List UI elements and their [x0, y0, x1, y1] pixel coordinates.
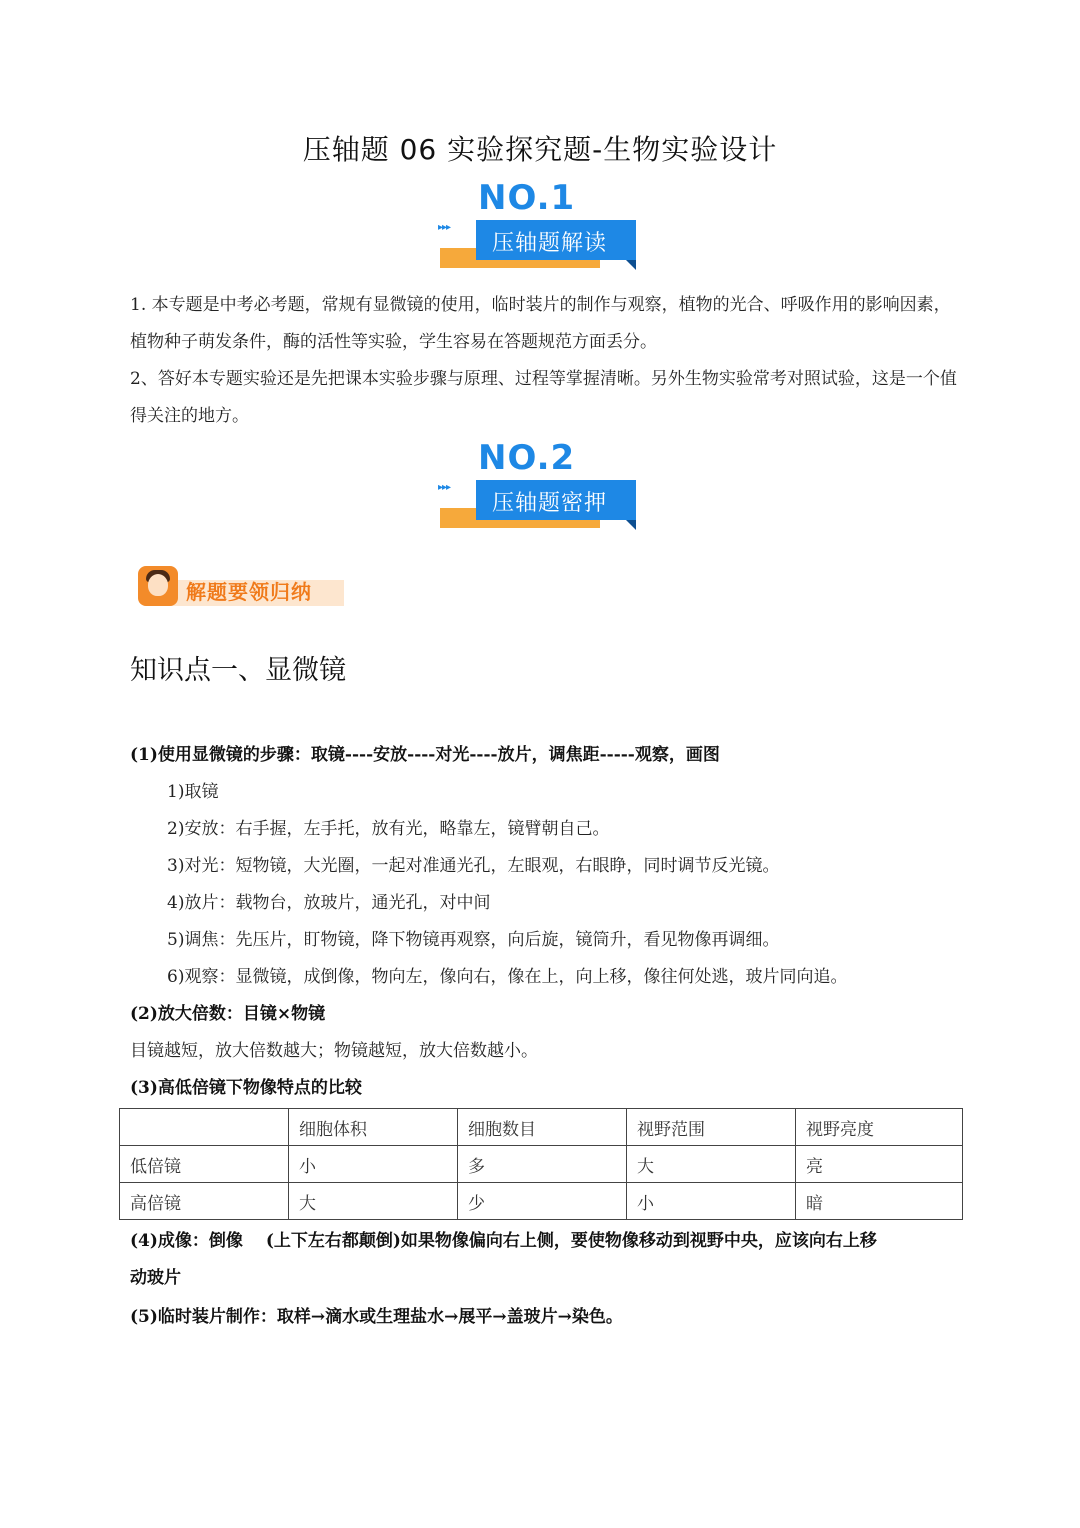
step-item: 3)对光：短物镜，大光圈，一起对准通光孔，左眼观，右眼睁，同时调节反光镜。: [167, 856, 780, 876]
tip-header: [138, 566, 348, 608]
table-cell: 高倍镜: [120, 1183, 289, 1220]
step-item: 4)放片：载物台，放玻片，通光孔，对中间: [167, 893, 491, 913]
table-cell: 低倍镜: [120, 1146, 289, 1183]
arrow-icon: ▸▸▸: [438, 222, 451, 233]
slide-prep-heading: (5)临时装片制作：取样→滴水或生理盐水→展平→盖玻片→染色。: [130, 1307, 623, 1327]
table-cell: 亮: [796, 1146, 963, 1183]
table-row: [120, 1146, 963, 1183]
table-cell: 大: [289, 1183, 458, 1220]
badge-label: 压轴题解读: [492, 231, 608, 256]
table-cell: 暗: [796, 1183, 963, 1220]
section-badge-1: [436, 178, 646, 278]
table-cell: 少: [458, 1183, 627, 1220]
step-item: 5)调焦：先压片，盯物镜，降下物镜再观察，向后旋，镜筒升，看见物像再调细。: [167, 930, 780, 950]
magnification-heading: (2)放大倍数：目镜×物镜: [130, 1004, 326, 1024]
imaging-text-continued: 动玻片: [130, 1268, 181, 1288]
step-item: 2)安放：右手握，左手托，放有光，略靠左，镜臂朝自己。: [167, 819, 610, 839]
comparison-table: [119, 1108, 963, 1220]
section-badge-2: [436, 438, 646, 538]
table-header-row: [120, 1109, 963, 1146]
intro-paragraph-2: 2、答好本专题实验还是先把课本实验步骤与原理、过程等掌握清晰。另外生物实验常考对照试验，这是一个值得关注的地方。: [130, 369, 957, 426]
table-cell: 小: [289, 1146, 458, 1183]
table-header-cell: 视野亮度: [796, 1109, 963, 1146]
steps-heading: (1)使用显微镜的步骤：取镜----安放----对光----放片，调焦距-----观察，画图: [130, 745, 720, 765]
comparison-heading: (3)高低倍镜下物像特点的比较: [130, 1078, 362, 1098]
teacher-avatar-icon: [138, 566, 178, 606]
table-cell: 多: [458, 1146, 627, 1183]
badge-number: NO.2: [478, 438, 576, 478]
arrow-icon: ▸▸▸: [438, 482, 451, 493]
badge-label: 压轴题密押: [492, 491, 608, 516]
section-title: 知识点一、显微镜: [130, 655, 346, 686]
table-row: [120, 1183, 963, 1220]
step-item: 6)观察：显微镜，成倒像，物向左，像向右，像在上，向上移，像往何处逃，玻片同向追。: [167, 967, 848, 987]
page-title: 压轴题 06 实验探究题-生物实验设计: [302, 133, 778, 166]
table-header-cell: 细胞体积: [289, 1109, 458, 1146]
step-item: 1)取镜: [167, 782, 219, 802]
tip-header-label: 解题要领归纳: [186, 580, 312, 604]
intro-paragraph-1: 1. 本专题是中考必考题，常规有显微镜的使用，临时装片的制作与观察，植物的光合、呼吸作用的影响因素，植物种子萌发条件，酶的活性等实验，学生容易在答题规范方面丢分。: [130, 295, 951, 352]
badge-number: NO.1: [478, 178, 576, 218]
table-header-cell: [120, 1109, 289, 1146]
table-header-cell: 细胞数目: [458, 1109, 627, 1146]
table-cell: 小: [627, 1183, 796, 1220]
table-header-cell: 视野范围: [627, 1109, 796, 1146]
imaging-text: (4)成像：倒像 (上下左右都颠倒)如果物像偏向右上侧，要使物像移动到视野中央，应该向右上移: [130, 1231, 877, 1251]
magnification-text: 目镜越短，放大倍数越大；物镜越短，放大倍数越小。: [130, 1041, 538, 1061]
table-cell: 大: [627, 1146, 796, 1183]
